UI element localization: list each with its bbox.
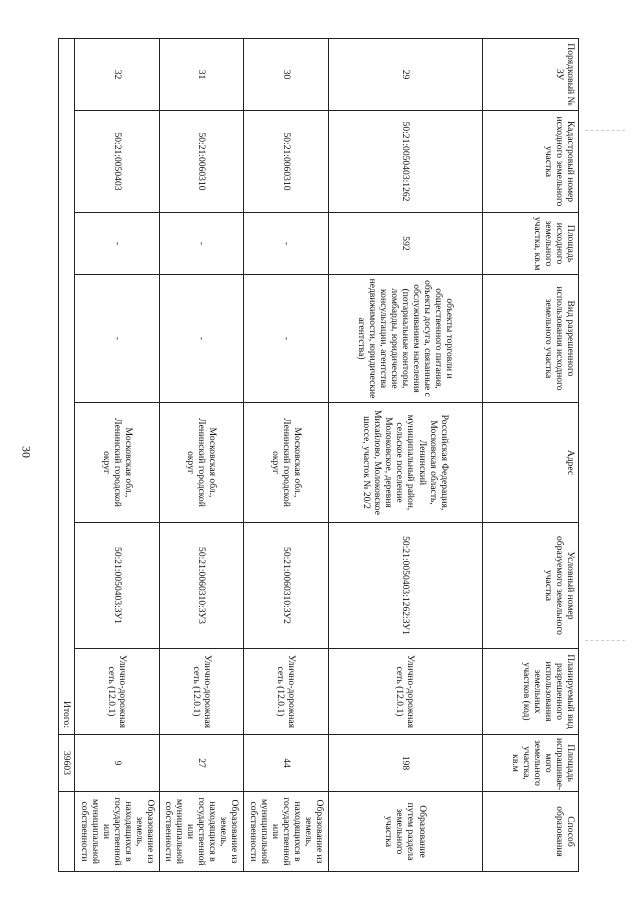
total-label: Итого:: [59, 39, 75, 735]
header-cell: Площадь исходного земельного участка, кв.м: [483, 213, 579, 275]
table-cell: 592: [328, 213, 482, 275]
table-cell: -: [75, 275, 159, 403]
table-cell: 31: [159, 39, 243, 111]
table-cell: 50:21:0060310: [159, 111, 243, 213]
table-cell: 50:21:0060310: [244, 111, 328, 213]
table-cell: 30: [244, 39, 328, 111]
table-cell: Улично-дорожная сеть (12.0.1): [159, 649, 243, 735]
table-cell: 44: [244, 735, 328, 792]
header-cell: Кадастровый номер исходного земельного участка: [483, 111, 579, 213]
table-cell: 50:21:0050403:1262: [328, 111, 482, 213]
table-row: [328, 39, 482, 872]
table-cell: 50:21:0050403:ЗУ1: [75, 523, 159, 649]
table-cell: 50:21:0050403: [75, 111, 159, 213]
header-cell: Адрес: [483, 403, 579, 523]
table-row: [75, 39, 159, 872]
table-cell: 32: [75, 39, 159, 111]
table-cell: -: [75, 213, 159, 275]
table-cell: Улично-дорожная сеть (12.0.1): [244, 649, 328, 735]
table-cell: Образование путем раздела земельного участка: [328, 792, 482, 872]
table-cell: 27: [159, 735, 243, 792]
rotated-table-container: [58, 38, 579, 871]
table-cell: Московская обл., Ленинский городской округ: [159, 403, 243, 523]
table-row: [159, 39, 243, 872]
table-cell: Образование из земель, находящихся в государственной или муниципальной собственности: [159, 792, 243, 872]
table-cell: -: [244, 275, 328, 403]
header-row: [483, 39, 579, 872]
table-cell: Образование из земель, находящихся в государственной или муниципальной собственности: [75, 792, 159, 872]
scan-artifact-line: [585, 640, 625, 641]
table-cell: 50:21:0060310:ЗУ2: [244, 523, 328, 649]
land-plots-table: [58, 38, 579, 872]
table-cell: 50:21:0060310:ЗУ3: [159, 523, 243, 649]
header-cell: Способ образования: [483, 792, 579, 872]
table-cell: -: [159, 275, 243, 403]
table-cell: Образование из земель, находящихся в государственной или муниципальной собственности: [244, 792, 328, 872]
table-cell: Российская Федерация, Московская область, Ленинский муниципальный район, сельское поселение Молоковское, деревня Михайлово, Молоковское шоссе, участок № 20/2: [328, 403, 482, 523]
table-cell: 29: [328, 39, 482, 111]
table-row: [244, 39, 328, 872]
table-cell: 198: [328, 735, 482, 792]
header-cell: Площадь испрашивае-мого земельного участка, кв.м: [483, 735, 579, 792]
header-cell: Планируемый вид разрешенного использования земельных участков (код): [483, 649, 579, 735]
header-cell: Порядковый № ЗУ: [483, 39, 579, 111]
page-number: 30: [19, 446, 34, 458]
table-cell: Московская обл., Ленинский городской округ: [75, 403, 159, 523]
scan-artifact-line: [585, 130, 625, 131]
table-cell: объекты торговли и общественного питания, объекты досуга, связанные с обслуживанием населения (потариальные конторы, ломбарды, юридические консультации, агентства недвижимости, юридические агентства): [328, 275, 482, 403]
table-cell: 50:21:0050403:1262:ЗУ1: [328, 523, 482, 649]
header-cell: Вид разрешенного использования исходного земельного участка: [483, 275, 579, 403]
total-empty-cell: [59, 792, 75, 872]
table-cell: 9: [75, 735, 159, 792]
table-cell: Улично-дорожная сеть (12.0.1): [75, 649, 159, 735]
table-cell: Московская обл., Ленинский городской округ: [244, 403, 328, 523]
header-cell: Условный номер образуемого земельного участка: [483, 523, 579, 649]
table-cell: -: [159, 213, 243, 275]
total-row: [59, 39, 75, 872]
total-value: 39603: [59, 735, 75, 792]
table-cell: -: [244, 213, 328, 275]
table-cell: Улично-дорожная сеть (12.0.1): [328, 649, 482, 735]
